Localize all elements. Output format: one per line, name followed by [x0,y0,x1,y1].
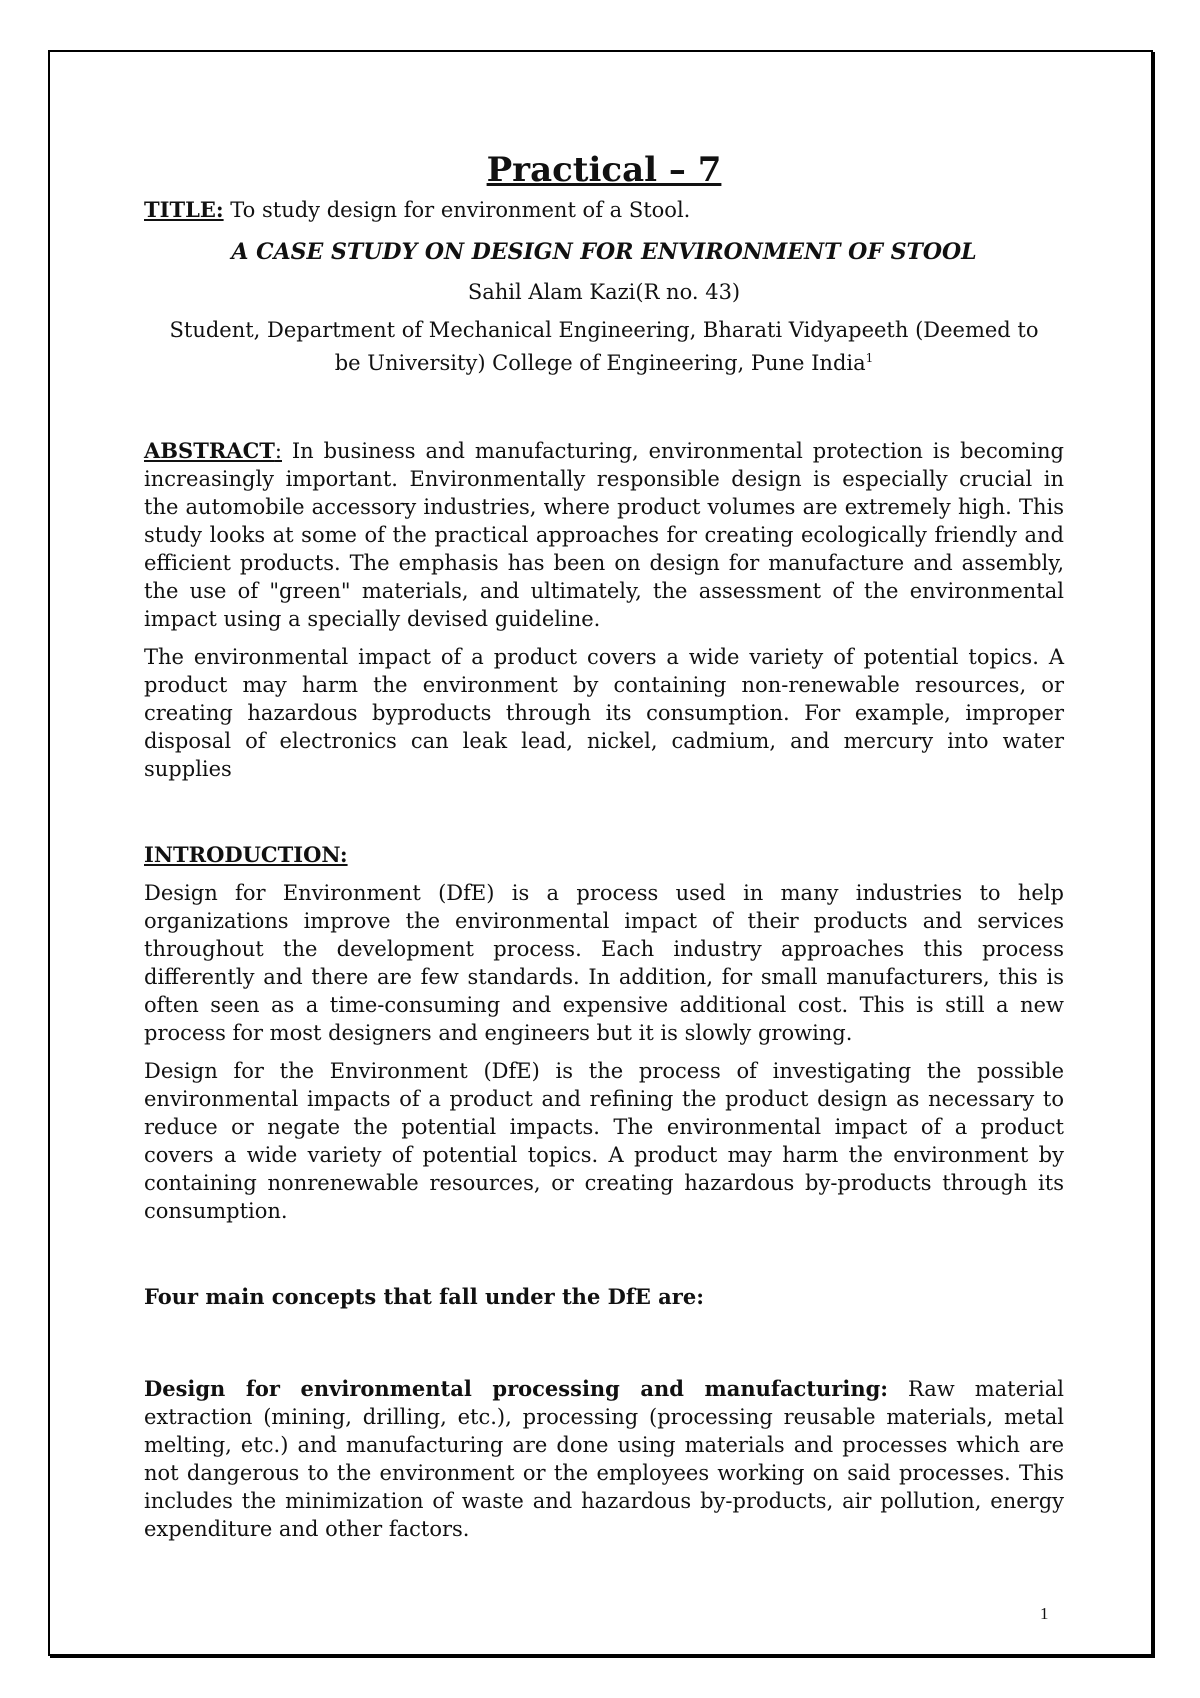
concept-1-label: Design for environmental processing and manufacturing: [144,1376,889,1401]
concepts-heading: Four main concepts that fall under the DfE are: [144,1284,704,1309]
abstract-colon: : [274,439,282,463]
affiliation-superscript: 1 [865,351,874,365]
page-title: Practical – 7 [486,150,722,190]
abstract-label: ABSTRACT [144,438,275,463]
introduction-heading: INTRODUCTION: [144,842,348,867]
page-number: 1 [1040,1604,1049,1623]
case-study-title: A CASE STUDY ON DESIGN FOR ENVIRONMENT OF STOOL [231,239,977,265]
title-text: To study design for environment of a Stool. [223,198,691,222]
author: Sahil Alam Kazi(R no. 43) [467,280,741,304]
abstract-paragraph [144,437,1064,633]
introduction-paragraph-2: Design for the Environment (DfE) is the process of investigating the possible environmental impacts of a product and refining the product design as necessary to reduce or negate the potential impacts. The environmental impact of a product covers a wide variety of potential topics. A product may harm the environment by containing nonrenewable resources, or creating hazardous by-products through its consumption. [144,1059,1064,1223]
affiliation-line-2-text: be University) College of Engineering, Pune India [334,351,866,375]
introduction-paragraph-1: Design for Environment (DfE) is a process used in many industries to help organizations improve the environmental impact of their products and services throughout the development process. Each industry approaches this process differently and there are few standards. In addition, for small manufacturers, this is often seen as a time-consuming and expensive additional cost. This is still a new process for most designers and engineers but it is slowly growing. [144,881,1064,1045]
abstract-paragraph-2: The environmental impact of a product covers a wide variety of potential topics. A product may harm the environment by containing non-renewable resources, or creating hazardous byproducts through its consumption. For example, improper disposal of electronics can leak lead, nickel, cadmium, and mercury into water supplies [144,645,1064,781]
concept-1-text: Raw material extraction (mining, drilling, etc.), processing (processing reusable materials, metal melting, etc.) and manufacturing are done using materials and processes which are not dangerous to the environment or the employees working on said processes. This includes the minimization of waste and hazardous by-products, air pollution, energy expenditure and other factors. [144,1377,1064,1541]
document-body [144,150,1064,1553]
abstract-text: In business and manufacturing, environmental protection is becoming increasingly important. Environmentally responsible design is especially crucial in the automobile accessory industries, where product volumes are extremely high. This study looks at some of the practical approaches for creating ecologically friendly and efficient products. The emphasis has been on design for manufacture and assembly, the use of "green" materials, and ultimately, the assessment of the environmental impact using a specially devised guideline. [144,439,1064,631]
concept-1-paragraph [144,1375,1064,1543]
title-line [144,196,1064,224]
affiliation [144,316,1064,377]
title-label: TITLE: [144,197,224,222]
affiliation-line-1: Student, Department of Mechanical Engineering, Bharati Vidyapeeth (Deemed to [169,318,1039,342]
affiliation-line-2 [144,344,1064,377]
